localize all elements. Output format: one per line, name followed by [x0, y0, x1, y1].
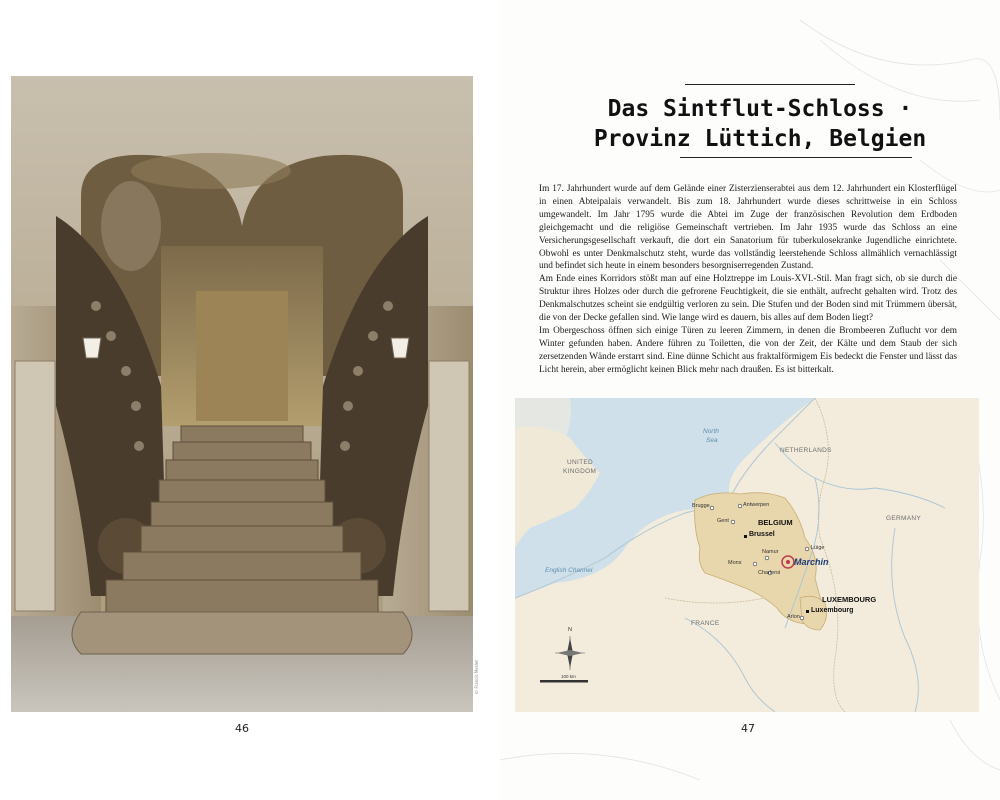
label-brussel: Brussel [749, 531, 775, 538]
right-page [500, 0, 1000, 800]
label-english-channel: English Channel [545, 567, 593, 574]
chapter-title-line-1: Das Sintflut-Schloss · [607, 96, 913, 122]
label-gent: Gent [717, 518, 729, 524]
page-number-left: 46 [235, 722, 249, 735]
label-france: FRANCE [691, 620, 720, 627]
label-north-sea-2: Sea [706, 437, 718, 444]
location-map [515, 398, 979, 712]
label-luxembourg-city: Luxembourg [811, 607, 854, 614]
label-charleroi: Charleroi [758, 570, 781, 576]
compass-label: N [568, 627, 572, 633]
label-brugge: Brugge [692, 503, 710, 509]
label-namur: Namur [762, 549, 779, 555]
photo-credit: © Francis Meslet [474, 660, 479, 695]
label-arlon: Arlon [787, 614, 800, 620]
title-block [540, 80, 980, 154]
label-belgium: BELGIUM [758, 518, 793, 527]
label-uk-1: UNITED [567, 459, 593, 466]
scale-label: 100 km [561, 674, 576, 679]
page-number-right: 47 [741, 722, 755, 735]
map-graphic [515, 398, 979, 712]
paragraph-3: Im Obergeschoss öffnen sich einige Türen zu leeren Zimmern, in denen die Brombeeren Zuflucht vor dem Winter gefunden haben. Andere führen zu Toiletten, die von der Zeit, der Kälte und dem Staub der sich zersetzenden Wände erstarrt sind. Eine dünne Schicht aus fraktalförmigem Eis bedeckt die Fenster und lässt das Licht herein, aber ermöglicht keinen Blick mehr nach draußen. Es ist bitterkalt. [539, 325, 957, 375]
label-luxembourg-country: LUXEMBOURG [822, 595, 877, 604]
staircase-photo [11, 76, 473, 712]
chapter-title-line-2: Provinz Lüttich, Belgien [593, 126, 927, 152]
label-germany: GERMANY [886, 515, 921, 522]
label-north-sea-1: North [703, 428, 719, 435]
article-body [539, 183, 957, 377]
label-netherlands: NETHERLANDS [780, 447, 832, 454]
label-marchin: Marchin [794, 557, 829, 567]
label-uk-2: KINGDOM [563, 468, 597, 475]
title-rule-bottom [680, 157, 912, 158]
label-mons: Mons [728, 560, 742, 566]
paragraph-2: Am Ende eines Korridors stößt man auf eine Holztreppe im Louis-XVI.-Stil. Man fragt sich, ob sie durch die Struktur ihres Holzes oder durch die gefrorene Feuchtigkeit, die sie enthält, aufrecht gehalten wird. Trotz des Denkmalschutzes scheint sie endgültig verloren zu sein. Die Stufen und der Boden sind mit Trümmern übersät, die von der Decke gefallen sind. Wie lange wird es dauern, bis alles auf dem Boden liegt? [539, 274, 957, 324]
scale-bar [540, 680, 588, 683]
label-luik: Lüige [811, 545, 825, 551]
paragraph-1: Im 17. Jahrhundert wurde auf dem Gelände einer Zisterzienserabtei aus dem 12. Jahrhundert ein Klosterflügel in einen Abteipalais verwandelt. Bis zum 18. Jahrhundert wurde dieses schrittweise in ein Schloss umgewandelt. Im Jahr 1795 wurde die Abtei im Zuge der französischen Revolution dem Erdboden gleichgemacht und die religiöse Gemeinschaft vertrieben. Im Jahr 1935 wurde das Schloss an eine Versicherungsgesellschaft verkauft, die dort ein Sanatorium für tuberkulosekranke Jugendliche einrichtete. Obwohl es unter Denkmalschutz steht, wurde das vollständig leerstehende Schloss allmählich vernachlässigt und befindet sich heute in einem besonders besorgniserregenden Zustand. [539, 184, 957, 272]
staircase-illustration [11, 76, 473, 712]
label-antwerpen: Antwerpen [743, 502, 770, 508]
